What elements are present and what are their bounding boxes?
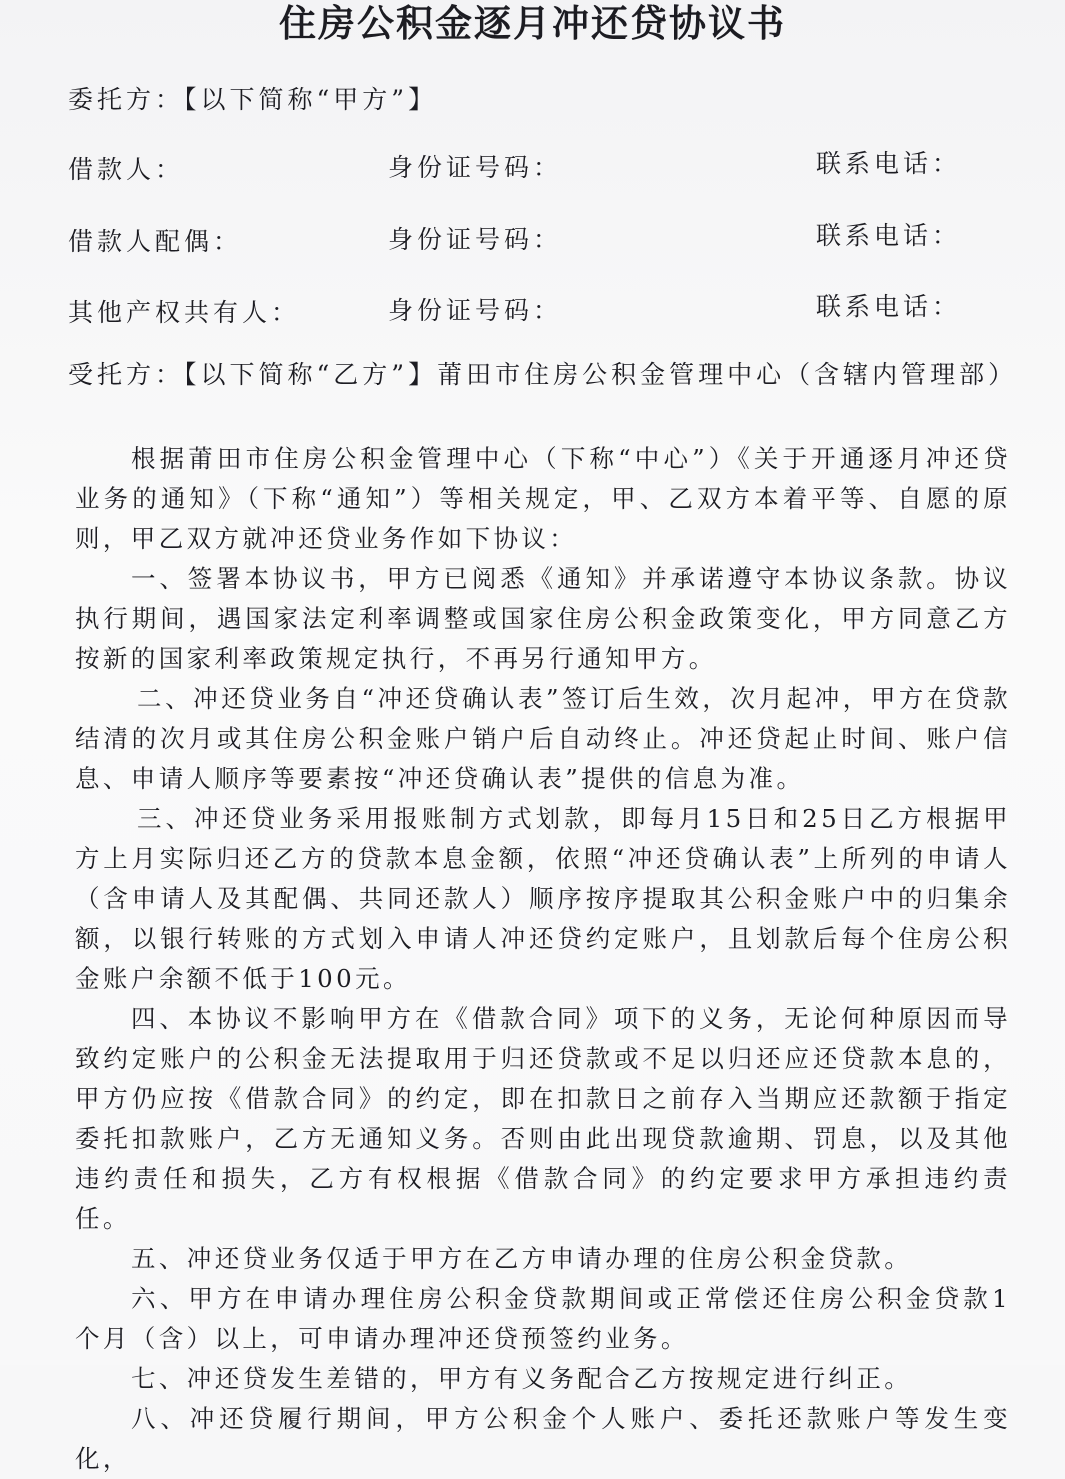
client-line: 委托方：【以下简称“甲方”】 bbox=[68, 85, 438, 114]
borrower-label: 借款人： bbox=[68, 155, 185, 184]
co-owner-id-label: 身份证号码： bbox=[388, 296, 563, 325]
clause-5: 五、冲还贷业务仅适于甲方在乙方申请办理的住房公积金贷款。 bbox=[131, 1244, 913, 1273]
clause-3: 三、冲还贷业务采用报账制方式划款，即每月15日和25日乙方根据甲方上月实际归还乙方的贷款本息金额，依照“冲还贷确认表”上所列的申请人（含申请人及其配偶、共同还款人）顺序按序提取其公积金账户中的归集余额，以银行转账的方式划入申请人冲还贷约定账户，且划款后每个住房公积金账户余额不低于100元。 bbox=[75, 804, 1011, 993]
borrower-phone-label: 联系电话： bbox=[816, 149, 962, 178]
document-title: 住房公积金逐月冲还贷协议书 bbox=[279, 1, 786, 45]
clause-2: 二、冲还贷业务自“冲还贷确认表”签订后生效，次月起冲，甲方在贷款结清的次月或其住房公积金账户销户后自动终止。冲还贷起止时间、账户信息、申请人顺序等要素按“冲还贷确认表”提供的信息为准。 bbox=[75, 684, 1011, 793]
co-owner-label: 其他产权共有人： bbox=[68, 298, 301, 327]
clause-6: 六、甲方在申请办理住房公积金贷款期间或正常偿还住房公积金贷款1个月（含）以上，可申请办理冲还贷预签约业务。 bbox=[75, 1284, 1011, 1353]
co-owner-phone-label: 联系电话： bbox=[816, 292, 962, 321]
spouse-phone-label: 联系电话： bbox=[816, 221, 962, 250]
spouse-label: 借款人配偶： bbox=[68, 227, 243, 256]
trustee-line: 受托方：【以下简称“乙方”】莆田市住房公积金管理中心（含辖内管理部） bbox=[68, 360, 1018, 389]
spouse-id-label: 身份证号码： bbox=[388, 225, 563, 254]
clause-4: 四、本协议不影响甲方在《借款合同》项下的义务，无论何种原因而导致约定账户的公积金无法提取用于归还贷款或不足以归还应还贷款本息的，甲方仍应按《借款合同》的约定，即在扣款日之前存入当期应还款额于指定委托扣款账户，乙方无通知义务。否则由此出现贷款逾期、罚息，以及其他违约责任和损失，乙方有权根据《借款合同》的约定要求甲方承担违约责任。 bbox=[75, 1004, 1011, 1233]
clause-7: 七、冲还贷发生差错的，甲方有义务配合乙方按规定进行纠正。 bbox=[131, 1364, 913, 1393]
clause-8: 八、冲还贷履行期间，甲方公积金个人账户、委托还款账户等发生变化， bbox=[75, 1404, 1011, 1473]
borrower-id-label: 身份证号码： bbox=[388, 153, 563, 182]
clause-1: 一、签署本协议书，甲方已阅悉《通知》并承诺遵守本协议条款。协议执行期间，遇国家法定利率调整或国家住房公积金政策变化，甲方同意乙方按新的国家利率政策规定执行，不再另行通知甲方。 bbox=[75, 564, 1011, 673]
intro-paragraph: 根据莆田市住房公积金管理中心（下称“中心”）《关于开通逐月冲还贷业务的通知》（下称“通知”）等相关规定，甲、乙双方本着平等、自愿的原则，甲乙双方就冲还贷业务作如下协议： bbox=[75, 444, 1011, 553]
agreement-body bbox=[75, 439, 1011, 1479]
